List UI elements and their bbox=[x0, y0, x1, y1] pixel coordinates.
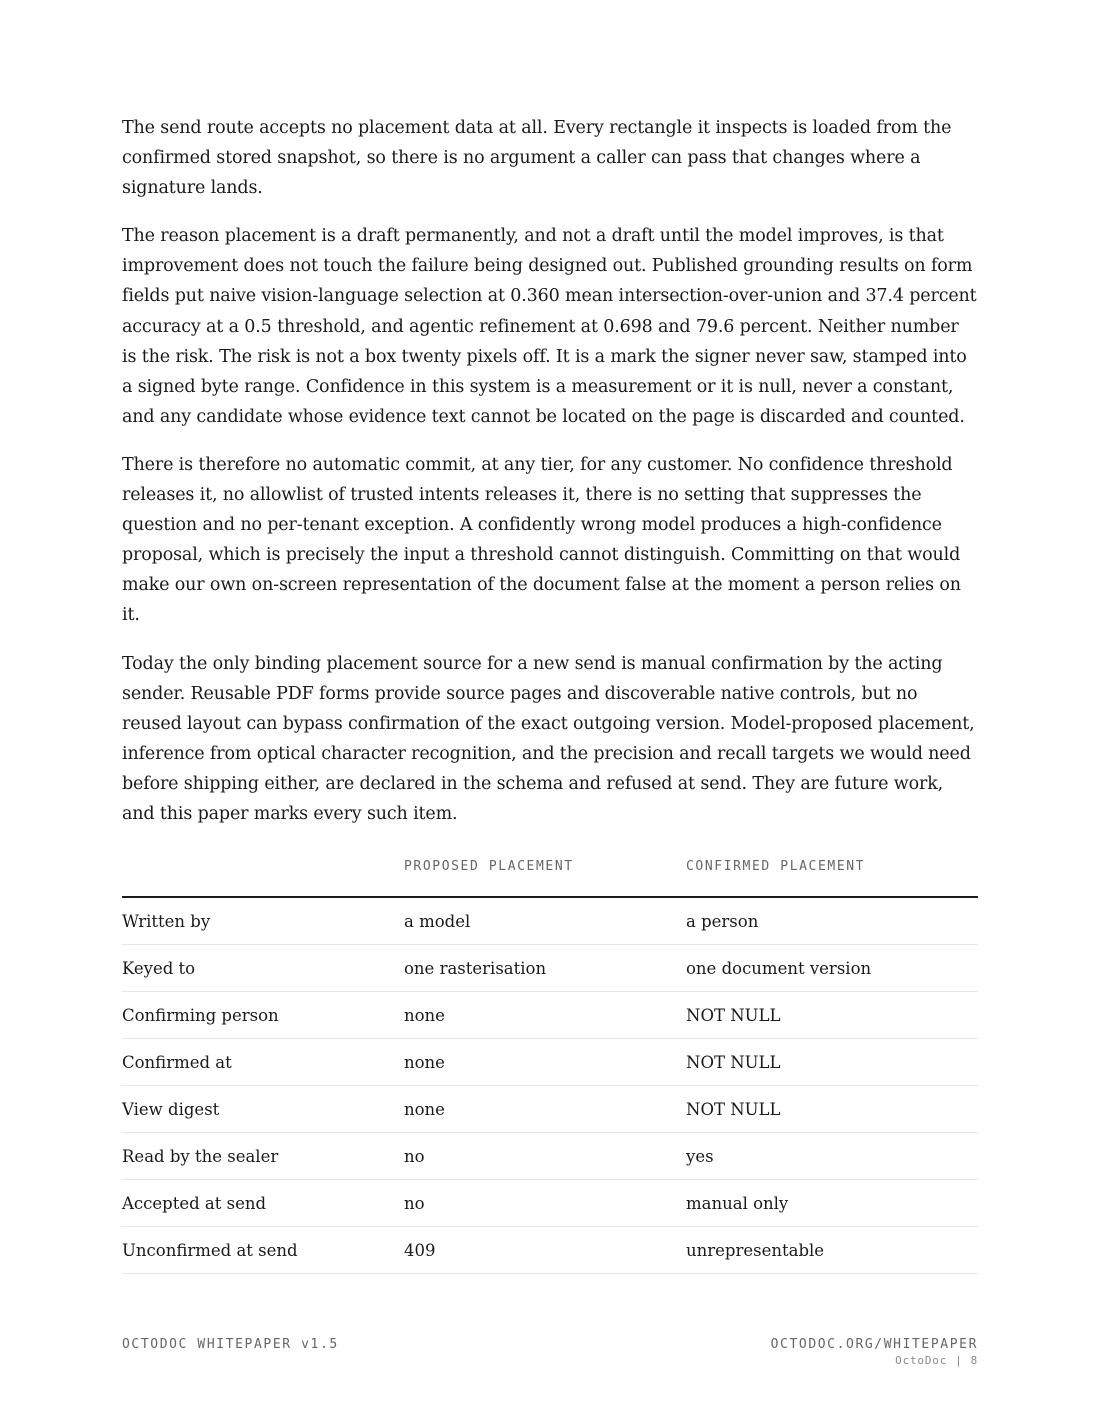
table-row bbox=[122, 1133, 978, 1180]
confirmed-value: yes bbox=[686, 1133, 978, 1180]
row-label: View digest bbox=[122, 1086, 404, 1133]
table-row bbox=[122, 1039, 978, 1086]
table-header-cell bbox=[122, 859, 404, 897]
footer-page-meta bbox=[771, 1354, 978, 1367]
body-paragraph: Today the only binding placement source for a new send is manual confirmation by the acting sender. Reusable PDF forms provide source pages and discoverable native controls, but no reused layout can bypass confirmation of the exact outgoing version. Model-proposed placement, inference from optical character recognition, and the precision and recall targets we would need before shipping either, are declared in the schema and refused at send. They are future work, and this paper marks every such item. bbox=[122, 653, 975, 824]
row-label: Confirmed at bbox=[122, 1039, 404, 1086]
footer-brand: OctoDoc bbox=[895, 1354, 948, 1367]
table-header-confirmed: CONFIRMED PLACEMENT bbox=[686, 859, 978, 897]
row-label: Keyed to bbox=[122, 945, 404, 992]
proposed-value: no bbox=[404, 1180, 686, 1227]
proposed-value: 409 bbox=[404, 1227, 686, 1274]
proposed-value: none bbox=[404, 992, 686, 1039]
footer-right bbox=[771, 1337, 978, 1367]
table-header-row bbox=[122, 859, 978, 897]
row-label: Accepted at send bbox=[122, 1180, 404, 1227]
row-label: Read by the sealer bbox=[122, 1133, 404, 1180]
confirmed-value: manual only bbox=[686, 1180, 978, 1227]
body-paragraph: The reason placement is a draft permanently, and not a draft until the model improves, is that improvement does not touch the failure being designed out. Published grounding results on form fields put naive vision-language selection at 0.360 mean intersection-over-union and 37.4 percent accuracy at a 0.5 threshold, and agentic refinement at 0.698 and 79.6 percent. Neither number is the risk. The risk is not a box twenty pixels off. It is a mark the signer never saw, stamped into a signed byte range. Confidence in this system is a measurement or it is null, never a constant, and any candidate whose evidence text cannot be located on the page is discarded and counted. bbox=[122, 226, 977, 427]
table-row bbox=[122, 897, 978, 945]
proposed-value: no bbox=[404, 1133, 686, 1180]
confirmed-value: NOT NULL bbox=[686, 1039, 978, 1086]
footer-document-title: OCTODOC WHITEPAPER v1.5 bbox=[122, 1337, 339, 1352]
table-header-proposed: PROPOSED PLACEMENT bbox=[404, 859, 686, 897]
page-content bbox=[122, 113, 978, 1274]
row-label: Written by bbox=[122, 897, 404, 945]
proposed-value: none bbox=[404, 1086, 686, 1133]
proposed-value: none bbox=[404, 1039, 686, 1086]
row-label: Confirming person bbox=[122, 992, 404, 1039]
proposed-value: a model bbox=[404, 897, 686, 945]
body-paragraph: The send route accepts no placement data at all. Every rectangle it inspects is loaded from the confirmed stored snapshot, so there is no argument a caller can pass that changes where a signature lands. bbox=[122, 118, 952, 199]
table-row bbox=[122, 992, 978, 1039]
confirmed-value: one document version bbox=[686, 945, 978, 992]
row-label: Unconfirmed at send bbox=[122, 1227, 404, 1274]
table-row bbox=[122, 1086, 978, 1133]
confirmed-value: a person bbox=[686, 897, 978, 945]
table-row bbox=[122, 1227, 978, 1274]
confirmed-value: unrepresentable bbox=[686, 1227, 978, 1274]
confirmed-value: NOT NULL bbox=[686, 992, 978, 1039]
table-row bbox=[122, 945, 978, 992]
table-row bbox=[122, 1180, 978, 1227]
footer-url-link[interactable]: OCTODOC.ORG/WHITEPAPER bbox=[770, 1337, 978, 1352]
placement-comparison-table bbox=[122, 859, 978, 1274]
confirmed-value: NOT NULL bbox=[686, 1086, 978, 1133]
proposed-value: one rasterisation bbox=[404, 945, 686, 992]
body-paragraph: There is therefore no automatic commit, at any tier, for any customer. No confidence threshold releases it, no allowlist of trusted intents releases it, there is no setting that suppresses the question and no per-tenant exception. A confidently wrong model produces a high-confidence proposal, which is precisely the input a threshold cannot distinguish. Committing on that would make our own on-screen representation of the document false at the moment a person relies on it. bbox=[122, 454, 961, 626]
footer-separator: | bbox=[955, 1354, 963, 1367]
page-number: 8 bbox=[970, 1354, 978, 1367]
